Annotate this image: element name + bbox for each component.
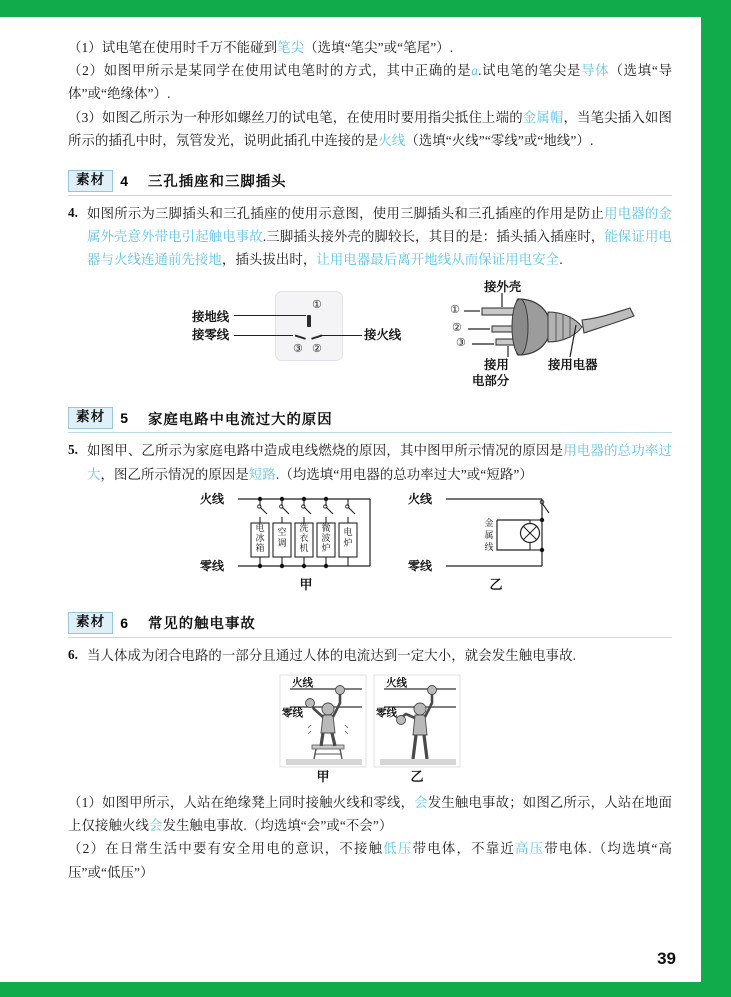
svg-text:调: 调 <box>277 537 287 548</box>
q3-line3-text-a: （3）如图乙所示为一种形如螺丝刀的试电笔，在使用时要用指尖抵住上端的 <box>68 109 523 125</box>
label-plug-appliance: 接用电器 <box>548 358 598 373</box>
q4-text-d: . <box>559 252 563 268</box>
question-3-sub-1 <box>68 36 672 59</box>
question-3-sub-3 <box>68 106 672 152</box>
q6-sub1-answer-1: 会 <box>414 795 428 811</box>
svg-text:电: 电 <box>255 522 265 533</box>
q4-text-b: .三脚插头接外壳的脚较长，其目的是：插头插入插座时， <box>262 229 605 245</box>
section-number: 4 <box>120 172 128 189</box>
q3-answer-bitip: 笔尖 <box>277 40 305 55</box>
section-badge-label-6: 素材 <box>68 612 113 634</box>
svg-text:线: 线 <box>484 541 494 552</box>
question-4 <box>68 202 672 272</box>
q3-line2-text-a: （2）如图甲所示是某同学在使用试电笔时的方式，其中正确的是 <box>68 63 472 79</box>
label-plug-usepart-line2: 电部分 <box>472 374 510 389</box>
bottom-green-bar <box>0 982 731 997</box>
page-content <box>68 36 672 884</box>
question-4-marker: 4. <box>68 204 78 220</box>
q4-answer-1: 用电器的金属外壳意外带电引起触电事故 <box>87 205 673 245</box>
figure-electric-shock <box>68 673 672 785</box>
svg-text:波: 波 <box>321 532 331 543</box>
svg-text:微: 微 <box>321 522 331 533</box>
label-ground-wire: 接地线 <box>192 310 230 325</box>
q6-sub2-text-a: （2）在日常生活中要有安全用电的意识，不接触 <box>68 841 384 857</box>
q3-answer-metalcap: 金属帽 <box>522 109 564 125</box>
svg-text:冰: 冰 <box>255 532 265 543</box>
figure-socket-and-plug <box>68 277 672 389</box>
section-badge-label: 素材 <box>68 170 113 192</box>
socket-circle-1: ① <box>312 299 322 312</box>
svg-text:零线: 零线 <box>408 558 433 573</box>
q6-sub2-answer-2: 高压 <box>515 841 545 857</box>
section-header-6 <box>68 612 672 638</box>
svg-text:零线: 零线 <box>282 707 303 720</box>
socket-ground-hole <box>307 315 311 327</box>
svg-text:衣: 衣 <box>299 532 309 543</box>
top-green-bar <box>0 0 731 17</box>
section-header-4 <box>68 170 672 196</box>
shock-svg <box>68 673 672 785</box>
svg-text:炉: 炉 <box>321 542 331 553</box>
q3-line2-text-b: .试电笔的笔尖是 <box>478 63 582 79</box>
svg-text:零线: 零线 <box>200 558 225 573</box>
q6-sub1-answer-2: 会 <box>148 818 163 834</box>
q6-sub2-answer-1: 低压 <box>383 841 413 857</box>
figure-household-circuits <box>68 490 672 594</box>
svg-text:箱: 箱 <box>255 542 265 553</box>
section-badge-label-5: 素材 <box>68 407 113 429</box>
section-title: 三孔插座和三脚插头 <box>147 174 287 191</box>
section-title-5: 家庭电路中电流过大的原因 <box>147 411 333 428</box>
plug-circle-2: ② <box>452 322 462 335</box>
q3-line1-text-a: （1）试电笔在使用时千万不能碰到 <box>68 40 278 55</box>
svg-text:零线: 零线 <box>376 707 397 720</box>
q3-answer-livewire: 火线 <box>378 132 406 148</box>
label-plug-usepart-line1: 接用 <box>484 358 509 373</box>
leader-live <box>320 335 362 336</box>
socket-body <box>275 291 343 361</box>
question-5 <box>68 439 672 485</box>
plug-circle-1: ① <box>450 304 460 317</box>
section-title-6: 常见的触电事故 <box>147 616 256 633</box>
leader-neutral <box>234 335 293 336</box>
q4-answer-3: 让用电器最后离开地线从而保证用电安全 <box>316 252 560 268</box>
question-5-text <box>87 439 672 485</box>
svg-text:空: 空 <box>277 526 287 537</box>
q3-line3-text-c: （选填“火线”“零线”或“地线”）. <box>405 132 594 148</box>
q5-answer-1: 用电器的总功率过大 <box>87 443 672 482</box>
q3-answer-conductor: 导体 <box>581 63 610 79</box>
circuits-svg <box>68 490 672 594</box>
svg-text:乙: 乙 <box>410 769 424 785</box>
q5-text-c: .（均选填“用电器的总功率过大”或“短路”） <box>275 466 533 482</box>
section-number-6: 6 <box>120 614 128 631</box>
right-green-bar <box>701 0 731 997</box>
question-6-intro: 当人体成为闭合电路的一部分且通过人体的电流达到一定大小，就会发生触电事故. <box>87 647 577 663</box>
q3-line2-text-c: （选填“导体”或“绝缘体”）. <box>68 63 673 102</box>
q6-sub2-text-b: 带电体，不靠近 <box>412 841 516 857</box>
question-6-sub-1 <box>68 791 672 837</box>
svg-text:火线: 火线 <box>200 491 225 506</box>
label-neutral-wire: 接零线 <box>192 328 230 343</box>
q6-sub2-text-c: 带电体.（均选填“高压”或“低压”） <box>68 841 673 880</box>
question-6 <box>68 644 672 667</box>
label-plug-shell: 接外壳 <box>484 280 522 295</box>
svg-text:炉: 炉 <box>343 537 353 548</box>
svg-text:火线: 火线 <box>292 677 313 690</box>
q5-text-a: 如图甲、乙所示为家庭电路中造成电线燃烧的原因，其中图甲所示情况的原因是 <box>87 443 564 459</box>
svg-text:乙: 乙 <box>489 576 503 592</box>
q4-answer-2: 能保证用电器与火线连通前先接地 <box>87 229 672 268</box>
question-5-marker: 5. <box>68 442 78 458</box>
question-3-sub-2 <box>68 59 672 105</box>
question-6-marker: 6. <box>68 646 78 662</box>
question-6-sub-2 <box>68 837 672 883</box>
q3-answer-option-a: a <box>471 63 479 79</box>
plug-illustration <box>450 277 658 389</box>
q6-sub1-text-a: （1）如图甲所示，人站在绝缘凳上同时接触火线和零线， <box>68 795 415 811</box>
svg-text:属: 属 <box>484 529 494 540</box>
section-number-5: 5 <box>120 410 128 427</box>
q4-text-a: 如图所示为三脚插头和三孔插座的使用示意图，使用三脚插头和三孔插座的作用是防止 <box>87 205 605 221</box>
plug-circle-3: ③ <box>456 337 466 350</box>
q5-text-b: ，图乙所示情况的原因是 <box>100 466 249 482</box>
q3-line3-text-b: ，当笔尖插入如图所示的插孔中时，氖管发光，说明此插孔中连接的是 <box>68 109 672 148</box>
leader-ground <box>234 315 306 316</box>
q3-line1-text-b: （选填“笔尖”或“笔尾”）. <box>304 40 454 55</box>
label-live-wire: 接火线 <box>364 328 402 343</box>
page-number: 39 <box>657 949 676 968</box>
svg-text:洗: 洗 <box>299 522 309 533</box>
svg-text:火线: 火线 <box>408 491 433 506</box>
q5-answer-2: 短路 <box>248 466 276 482</box>
q6-sub1-text-c: 发生触电事故.（均选填“会”或“不会”） <box>162 818 393 834</box>
question-4-text <box>87 202 672 272</box>
svg-text:甲: 甲 <box>299 576 313 592</box>
q6-sub1-text-b: 发生触电事故；如图乙所示，人站在地面上仅接触火线 <box>68 795 672 834</box>
svg-text:机: 机 <box>299 542 309 553</box>
svg-text:甲: 甲 <box>316 769 330 785</box>
socket-circle-2: ② <box>312 343 322 356</box>
svg-text:金: 金 <box>484 517 494 528</box>
section-header-5 <box>68 407 672 433</box>
svg-text:火线: 火线 <box>386 677 407 690</box>
socket-circle-3: ③ <box>293 343 303 356</box>
svg-text:电: 电 <box>343 526 353 537</box>
q4-text-c: ，插头拔出时， <box>221 252 317 268</box>
